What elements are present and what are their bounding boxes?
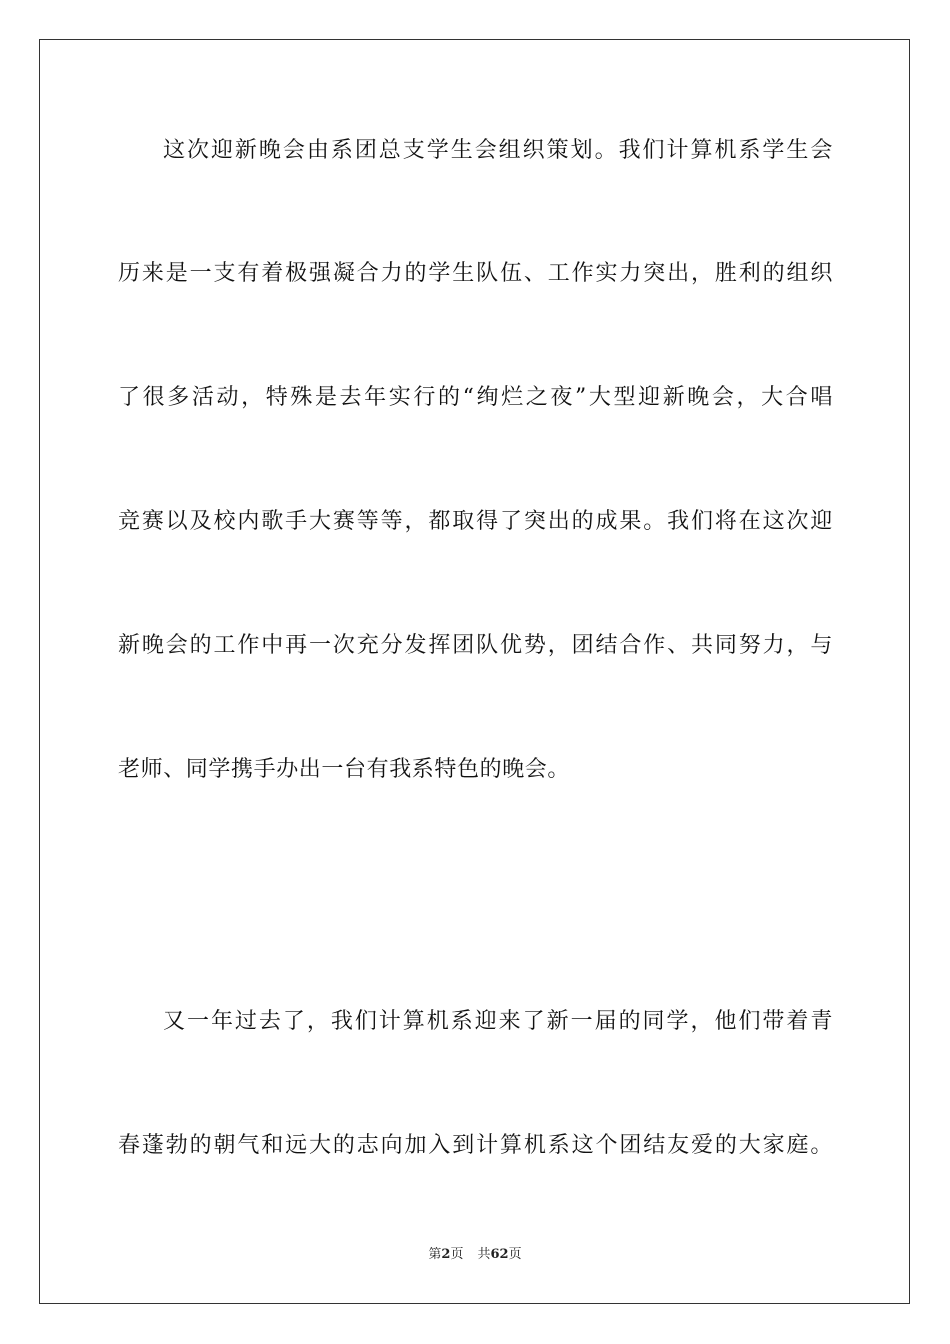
paragraph-1-line-1: 这次迎新晚会由系团总支学生会组织策划。我们计算机系学生会 xyxy=(163,138,833,163)
total-suffix: 页 xyxy=(508,1247,522,1262)
paragraph-1-line-2: 历来是一支有着极强凝合力的学生队伍、工作实力突出，胜利的组织 xyxy=(118,261,833,286)
page-footer xyxy=(0,1246,950,1264)
total-pages: 62 xyxy=(490,1247,509,1262)
page-border xyxy=(39,39,910,1304)
paragraph-1-line-4: 竞赛以及校内歌手大赛等等，都取得了突出的成果。我们将在这次迎 xyxy=(118,509,833,534)
total-prefix: 共 xyxy=(477,1247,491,1262)
page-number: 2 xyxy=(441,1247,451,1262)
paragraph-1-line-5: 新晚会的工作中再一次充分发挥团队优势，团结合作、共同努力，与 xyxy=(118,633,833,658)
paragraph-2-line-2: 春蓬勃的朝气和远大的志向加入到计算机系这个团结友爱的大家庭。 xyxy=(118,1133,833,1158)
paragraph-2-line-1: 又一年过去了，我们计算机系迎来了新一届的同学，他们带着青 xyxy=(163,1009,833,1034)
paragraph-1-line-3: 了很多活动，特殊是去年实行的“绚烂之夜”大型迎新晚会，大合唱 xyxy=(118,385,833,410)
page-prefix: 第 xyxy=(428,1247,442,1262)
paragraph-1-line-6: 老师、同学携手办出一台有我系特色的晚会。 xyxy=(118,757,571,782)
page-suffix: 页 xyxy=(450,1247,464,1262)
